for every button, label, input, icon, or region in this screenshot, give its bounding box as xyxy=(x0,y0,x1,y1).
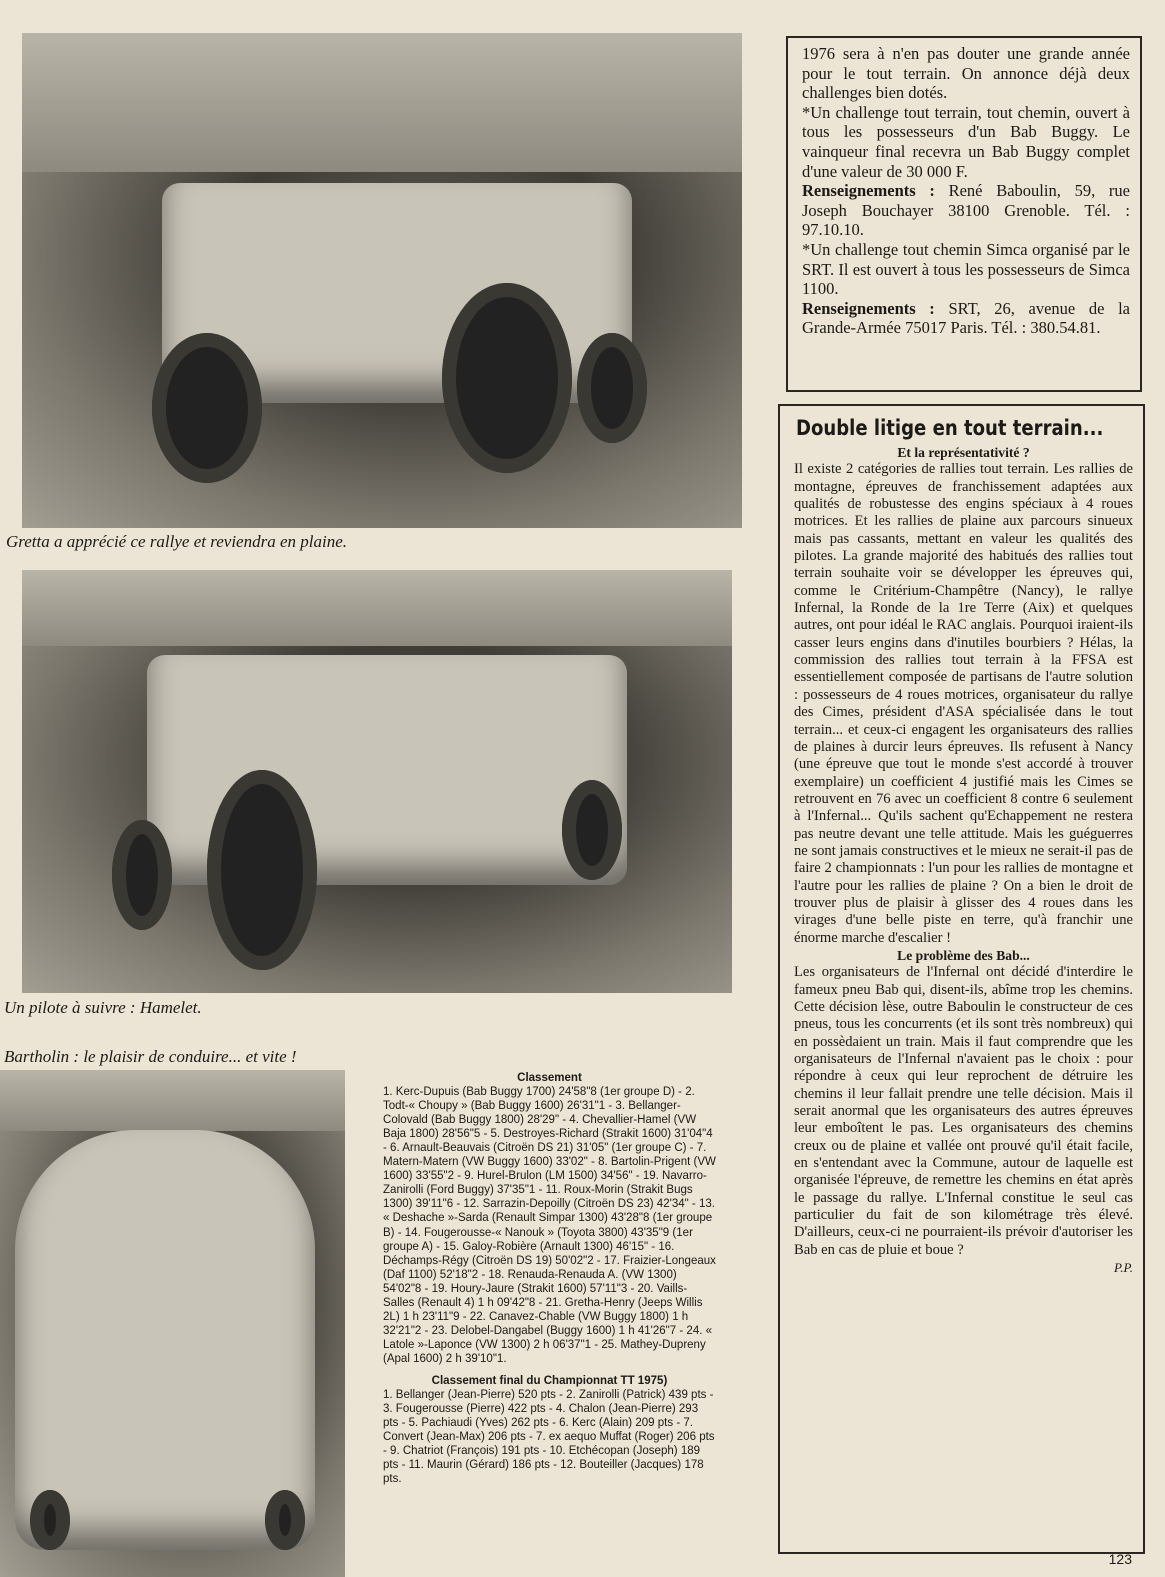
info-bab: Renseignements : René Baboulin, 59, rue Joseph Bouchayer 38100 Grenoble. Tél. : 97.10.10. xyxy=(802,181,1130,240)
challenges-box xyxy=(786,36,1142,392)
info-simca: Renseignements : SRT, 26, avenue de la Grande-Armée 75017 Paris. Tél. : 380.54.81. xyxy=(802,298,1130,338)
photo-jeep xyxy=(22,33,742,528)
challenge-simca: *Un challenge tout chemin Simca organisé par le SRT. Il est ouvert à tous les possesseurs de Simca 1100. xyxy=(802,239,1130,299)
championship-heading: Classement final du Championnat TT 1975) xyxy=(431,1372,668,1387)
results-section xyxy=(383,1070,716,1485)
challenges-intro: 1976 sera à n'en pas douter une grande année pour le tout terrain. On annonce déjà deux challenges bien dotés. xyxy=(802,44,1130,103)
article-subhead: Et la représentativité ? xyxy=(897,445,1030,460)
photo-car xyxy=(0,1070,345,1577)
article-box xyxy=(778,404,1145,1554)
article-paragraph: Il existe 2 catégories de rallies tout terrain. Les rallies de montagne, épreuves de franchissement adaptées aux qualités de robustesse des engins spéciaux à 4 roues motrices. Et les rallies de plaine aux parcours sinueux mais pas cassants, mettant en valeur les qualités des pilotes. La grande majorité des habitués des rallies tout terrain souhaite voir se développer les épreuves qui, comme le Critérium-Champêtre (Nancy), le rallye Infernal, la Ronde de la 1re Terre (Aix) et quelques autres, ont pour idéal le RAC anglais. Pourquoi iraient-ils casser leurs engins dans d'inutiles bourbiers ? Hélas, la commission des rallies tout terrain à la FFSA est essentiellement composée de partisans de l'autre solution : possesseurs de 4 roues motrices, organisateur du rallye des Cimes, président d'ASA spécialisée dans le tout terrain... et ceux-ci engagent les organisateurs des rallies de plaines à durcir leurs épreuves. Ils refusent à Nancy (une épreuve que tout le monde s'est accordé à trouver exemplaire) un coefficient 4 justifié mais les Cimes se retrouvent en 76 avec un coefficient 8 contre 6 seulement à l'Infernal... Qu'ils sachent qu'Echappement ne restera pas neutre devant une telle attitude. Mais les guéguerres ne sont jamais constructives et le mieux ne serait-il pas de faire 2 championnats : l'un pour les rallies de montagne et l'autre pour les rallies de plaine ? On a bien le droit de trouver plus de plaisir à glisser des 4 roues dans les virages d'une belle piste en terre, qu'à franchir une énorme marche d'escalier ! xyxy=(794,461,1133,946)
article-title: Double litige en tout terrain... xyxy=(796,416,1104,440)
challenge-bab: *Un challenge tout terrain, tout chemin, ouvert à tous les possesseurs d'un Bab Buggy. Le vainqueur final recevra un Bab Buggy complet d'une valeur de 30 000 F. xyxy=(802,102,1130,181)
photo-caption: Un pilote à suivre : Hamelet. xyxy=(4,998,202,1017)
photo-caption: Gretta a apprécié ce rallye et reviendra en plaine. xyxy=(6,532,347,551)
article-subhead: Le problème des Bab... xyxy=(897,947,1030,963)
photo-buggy xyxy=(22,570,732,993)
photo-caption: Bartholin : le plaisir de conduire... et vite ! xyxy=(4,1047,297,1066)
article-signature: P.P. xyxy=(1113,1260,1133,1276)
page-number: 123 xyxy=(1108,1551,1132,1567)
championship-list: 1. Bellanger (Jean-Pierre) 520 pts - 2. Zanirolli (Patrick) 439 pts - 3. Fougerousse (Pierre) 422 pts - 4. Chalon (Jean-Pierre) 293 pts - 5. Pachiaudi (Yves) 262 pts - 6. Kerc (Alain) 209 pts - 7. Convert (Jean-Max) 206 pts - 7. ex aequo Muffat (Roger) 206 pts - 9. Chatriot (François) 191 pts - 10. Etchécopan (Joseph) 189 pts - 11. Maurin (Gérard) 186 pts - 12. Bouteiller (Jacques) 178 pts. xyxy=(383,1387,715,1486)
results-heading: Classement xyxy=(517,1070,582,1084)
article-paragraph: Les organisateurs de l'Infernal ont décidé d'interdire le fameux pneu Bab qui, disent-ils, abîme trop les chemins. Cette décision lèse, outre Baboulin le constructeur de ces pneus, tous les concurrents (et ils sont très nombreux) qui en possèdaient un train. Mais il faut comprendre que les organisateurs de l'Infernal n'avaient pas le choix : pour répondre à ceux qui leur reprochent de détruire les chemins il leur fallait prendre une telle décision. Mais il serait anormal que les organisateurs des autres épreuves leur emboîtent le pas. Les organisateurs des chemins creux ou de plaine et vallée ont prouvé qu'il était facile, en s'entendant avec la Commune, autour de laquelle est organisée l'épreuve, de remettre les chemins en état après le passage du rallye. L'Infernal constitue le seul cas particulier du fait de son kilométrage très élevé. D'ailleurs, ceux-ci ne pourraient-ils prévoir d'autoriser les Bab en cas de pluie et boue ? xyxy=(794,964,1133,1258)
results-list: 1. Kerc-Dupuis (Bab Buggy 1700) 24'58"8 (1er groupe D) - 2. Todt-« Choupy » (Bab Buggy 1600) 26'31"1 - 3. Bellanger-Colovald (Bab Buggy 1800) 28'29" - 4. Chevallier-Hamel (VW Baja 1800) 28'56"5 - 5. Destroyes-Richard (Strakit 1600) 31'04"4 - 6. Arnault-Beauvais (Citroën DS 21) 31'05" (1er groupe C) - 7. Matern-Matern (VW Buggy 1600) 33'02" - 8. Bartolin-Prigent (VW 1600) 33'55"2 - 9. Hurel-Brulon (LM 1500) 34'56" - 19. Navarro-Zanirolli (Ford Buggy) 37'35"1 - 11. Roux-Morin (Strakit Bugs 1300) 39'11"6 - 12. Sarrazin-Depoilly (Citroën DS 23) 42'34" - 13. « Deshache »-Sarda (Renault Simpar 1300) 43'28"8 (1er groupe B) - 14. Fougerousse-« Nanouk » (Toyota 3800) 43'35"9 (1er groupe A) - 15. Galoy-Robière (Arnault 1300) 46'15" - 16. Déchamps-Régy (Citroën DS 19) 50'02"2 - 17. Fraizier-Longeaux (Daf 1100) 52'18"2 - 18. Renauda-Renauda A. (VW 1300) 54'02"8 - 19. Houry-Jaure (Strakit 1600) 57'11"3 - 20. Vaills-Salles (Renault 4) 1 h 09'42"8 - 21. Gretha-Henry (Jeeps Willis 2L) 1 h 23'11"9 - 22. Canavez-Chable (VW Buggy 1800) 1 h 32'21"2 - 23. Delobel-Dangabel (Buggy 1600) 1 h 41'26"7 - 24. « Latole »-Laponce (VW 1300) 2 h 06'37"1 - 25. Mathey-Dupreny (Apal 1600) 2 h 39'10"1. xyxy=(383,1084,716,1365)
